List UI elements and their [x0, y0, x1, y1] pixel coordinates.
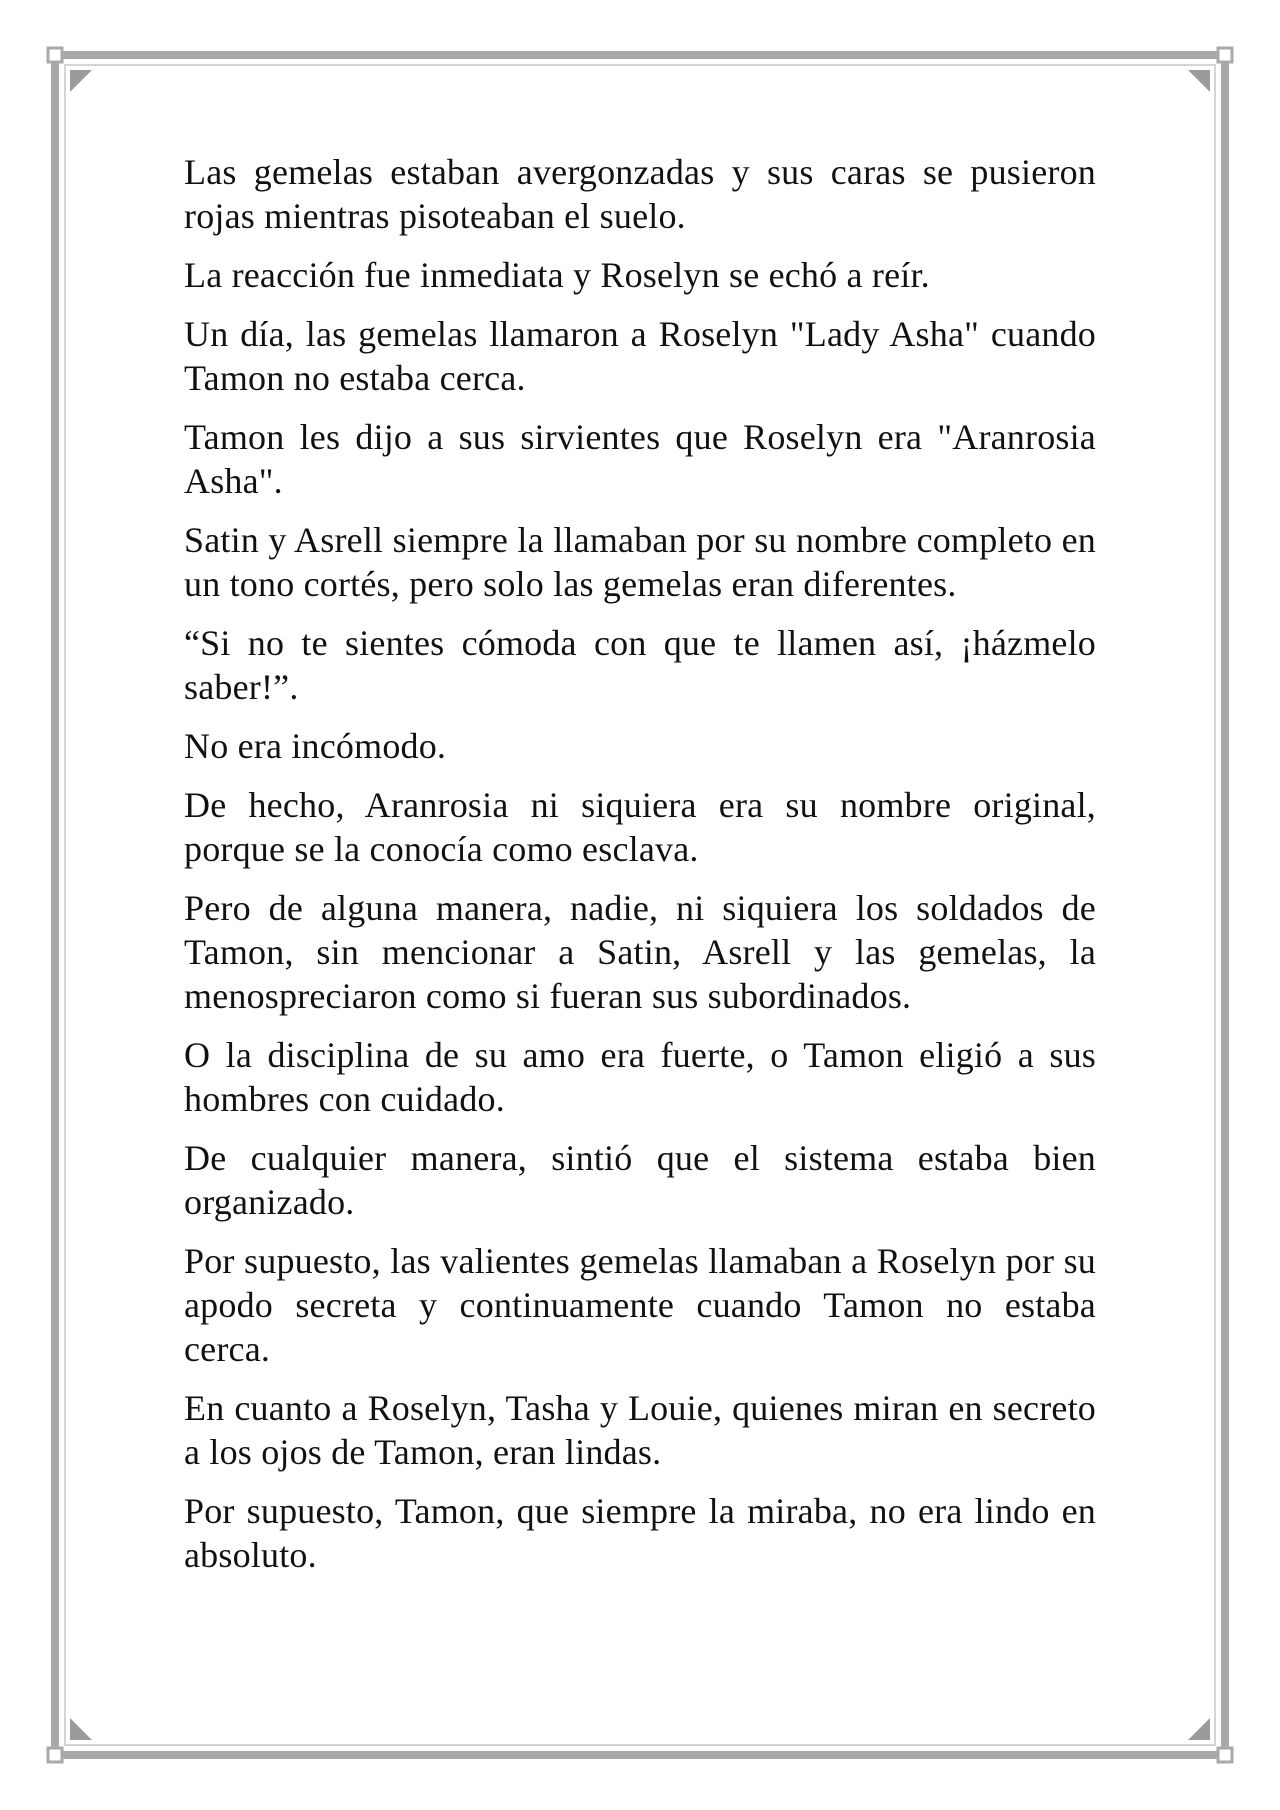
corner-square-bottom-right-icon [1218, 1748, 1232, 1762]
paragraph: Las gemelas estaban avergonzadas y sus caras se pusieron rojas mientras pisoteaban el suelo. [184, 152, 1096, 236]
corner-triangle-bottom-right-icon [1188, 1718, 1210, 1740]
paragraph: O la disciplina de su amo era fuerte, o Tamon eligió a sus hombres con cuidado. [184, 1035, 1096, 1119]
paragraph: En cuanto a Roselyn, Tasha y Louie, quienes miran en secreto a los ojos de Tamon, eran lindas. [184, 1388, 1096, 1472]
corner-square-bottom-left-icon [48, 1748, 62, 1762]
paragraph: Un día, las gemelas llamaron a Roselyn "Lady Asha" cuando Tamon no estaba cerca. [184, 314, 1096, 398]
paragraph: La reacción fue inmediata y Roselyn se echó a reír. [184, 255, 930, 295]
paragraph: Pero de alguna manera, nadie, ni siquiera los soldados de Tamon, sin mencionar a Satin, Asrell y las gemelas, la menospreciaron como si fueran sus subordinados. [184, 888, 1096, 1016]
document-body [184, 150, 1096, 1592]
paragraph: Tamon les dijo a sus sirvientes que Roselyn era "Aranrosia Asha". [184, 417, 1096, 501]
paragraph: Por supuesto, Tamon, que siempre la miraba, no era lindo en absoluto. [184, 1491, 1096, 1575]
paragraph: De hecho, Aranrosia ni siquiera era su nombre original, porque se la conocía como esclava. [184, 785, 1096, 869]
paragraph: De cualquier manera, sintió que el sistema estaba bien organizado. [184, 1138, 1096, 1222]
corner-triangle-top-right-icon [1188, 70, 1210, 92]
paragraph: “Si no te sientes cómoda con que te llamen así, ¡házmelo saber!”. [184, 623, 1096, 707]
corner-triangle-bottom-left-icon [70, 1718, 92, 1740]
corner-square-top-right-icon [1218, 48, 1232, 62]
corner-triangle-top-left-icon [70, 70, 92, 92]
paragraph: Satin y Asrell siempre la llamaban por su nombre completo en un tono cortés, pero solo las gemelas eran diferentes. [184, 520, 1096, 604]
corner-square-top-left-icon [48, 48, 62, 62]
paragraph: Por supuesto, las valientes gemelas llamaban a Roselyn por su apodo secreta y continuamente cuando Tamon no estaba cerca. [184, 1241, 1096, 1369]
paragraph: No era incómodo. [184, 726, 447, 766]
